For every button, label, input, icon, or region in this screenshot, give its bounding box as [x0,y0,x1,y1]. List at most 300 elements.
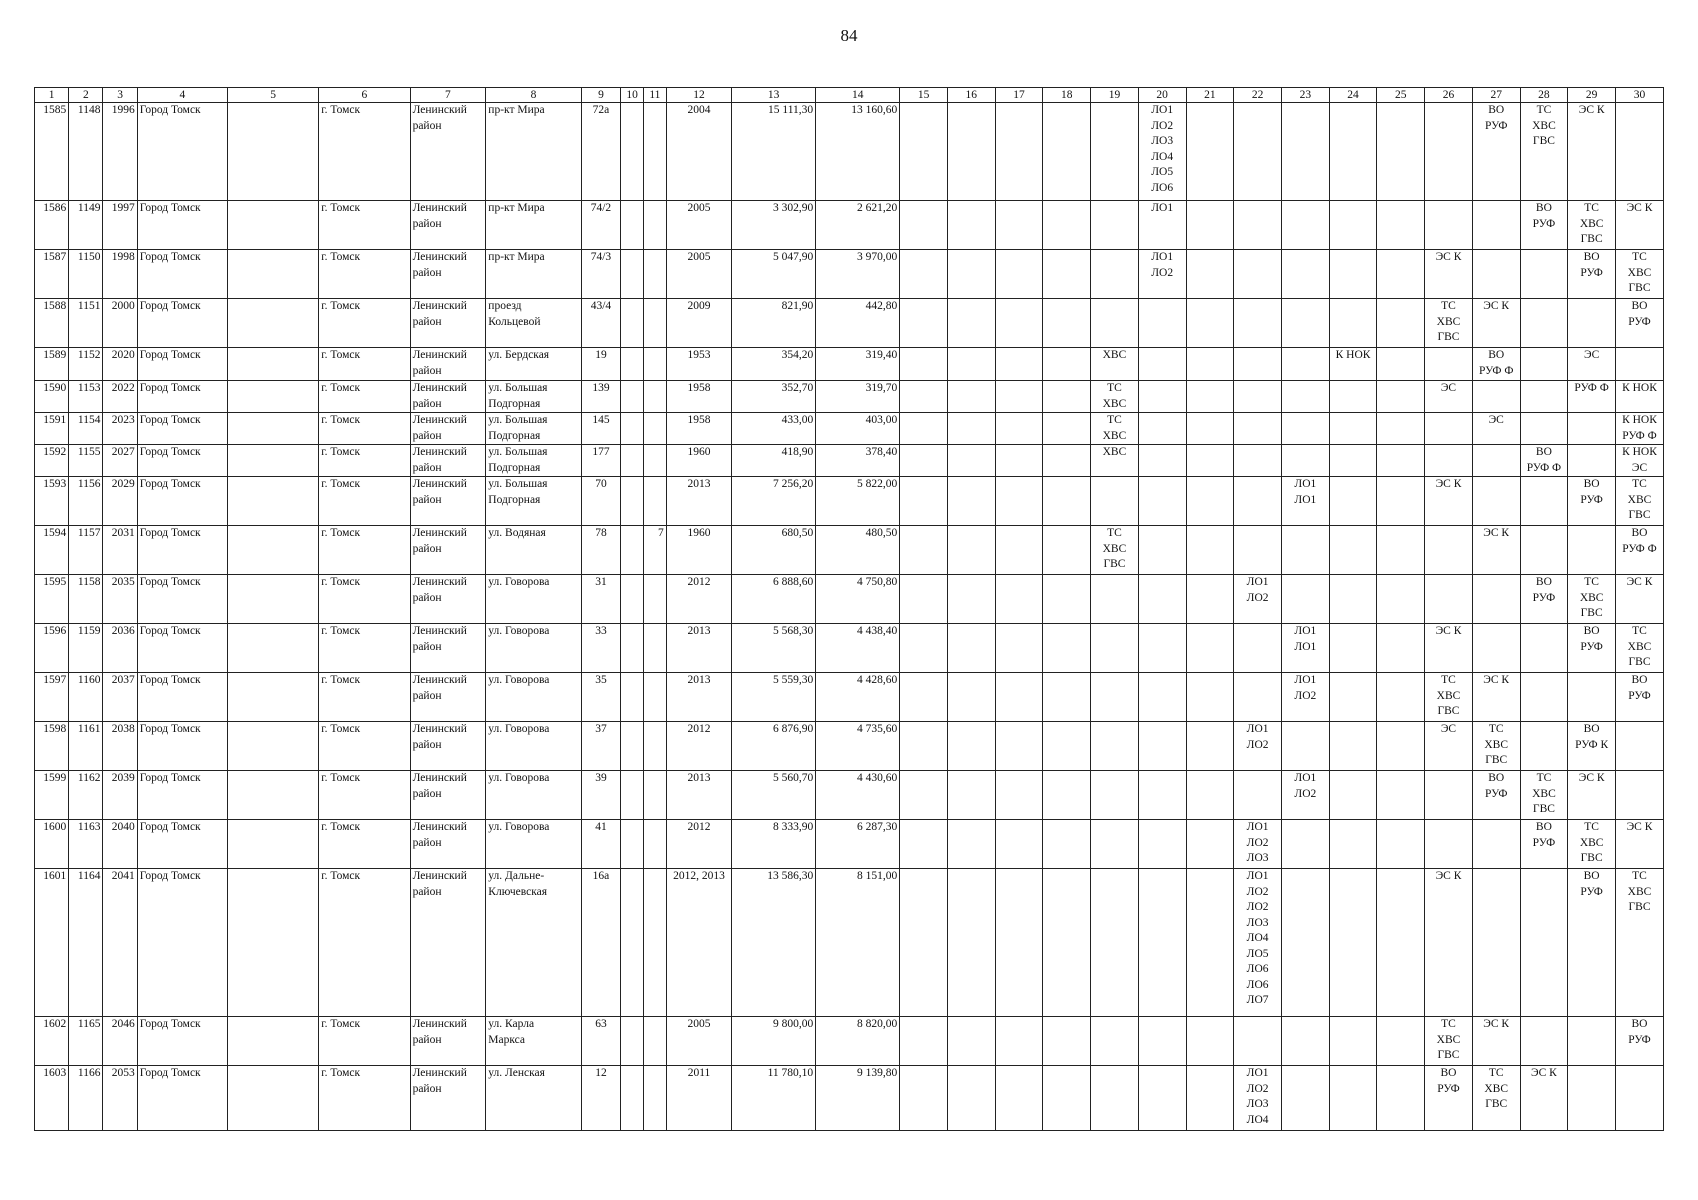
table-cell-col-11 [643,869,666,1017]
table-cell-col-9: 43/4 [581,299,620,348]
table-cell-col-22 [1234,299,1282,348]
table-cell-col-13: 433,00 [732,413,816,445]
table-cell-col-4: Город Томск [137,250,227,299]
table-cell-col-23 [1281,575,1329,624]
table-cell-col-16 [947,820,995,869]
table-cell-col-27: ЭС К [1472,673,1520,722]
table-cell-col-13: 5 047,90 [732,250,816,299]
table-cell-col-21 [1186,869,1234,1017]
table-cell-col-16 [947,103,995,201]
table-cell-col-5 [227,1017,318,1066]
table-cell-col-10 [621,1066,644,1131]
table-cell-col-20 [1138,869,1186,1017]
table-cell-col-3: 2046 [103,1017,137,1066]
table-cell-col-6: г. Томск [319,1066,410,1131]
table-cell-col-3: 2000 [103,299,137,348]
table-cell-col-8: пр-кт Мира [486,103,581,201]
table-cell-col-26: ЭС К [1425,250,1473,299]
table-cell-col-18 [1043,413,1091,445]
table-cell-col-25 [1377,722,1425,771]
table-cell-col-19 [1091,771,1139,820]
table-cell-col-11 [643,250,666,299]
table-cell-col-30 [1616,103,1664,201]
table-cell-col-26 [1425,201,1473,250]
table-cell-col-9: 39 [581,771,620,820]
table-cell-col-22 [1234,477,1282,526]
table-cell-col-10 [621,820,644,869]
table-cell-col-27 [1472,869,1520,1017]
table-cell-col-30 [1616,1066,1664,1131]
table-cell-col-9: 37 [581,722,620,771]
table-cell-col-20 [1138,820,1186,869]
table-cell-col-11 [643,673,666,722]
table-cell-col-4: Город Томск [137,445,227,477]
table-cell-col-26: ЭС К [1425,477,1473,526]
table-cell-col-6: г. Томск [319,381,410,413]
table-cell-col-2: 1164 [69,869,103,1017]
table-cell-col-27 [1472,624,1520,673]
table-cell-col-11 [643,624,666,673]
table-cell-col-8: ул. Говорова [486,673,581,722]
table-cell-col-3: 2036 [103,624,137,673]
table-cell-col-25 [1377,348,1425,381]
table-cell-col-4: Город Томск [137,381,227,413]
table-cell-col-19 [1091,624,1139,673]
table-cell-col-18 [1043,722,1091,771]
table-cell-col-29: ТС ХВС ГВС [1568,201,1616,250]
table-cell-col-12: 1960 [666,445,731,477]
table-cell-col-1: 1603 [35,1066,69,1131]
table-cell-col-21 [1186,526,1234,575]
table-cell-col-5 [227,445,318,477]
table-row [35,1066,1664,1131]
table-cell-col-24 [1329,477,1377,526]
table-cell-col-26: ЭС [1425,381,1473,413]
table-cell-col-18 [1043,445,1091,477]
table-cell-col-1: 1593 [35,477,69,526]
table-cell-col-21 [1186,722,1234,771]
table-cell-col-11 [643,413,666,445]
table-cell-col-13: 418,90 [732,445,816,477]
table-cell-col-17 [995,201,1043,250]
table-cell-col-30: К НОК РУФ Ф [1616,413,1664,445]
table-cell-col-20 [1138,381,1186,413]
table-cell-col-30: К НОК ЭС [1616,445,1664,477]
table-cell-col-11 [643,722,666,771]
table-cell-col-11 [643,477,666,526]
table-cell-col-7: Ленинский район [410,673,486,722]
table-cell-col-16 [947,381,995,413]
table-cell-col-20 [1138,299,1186,348]
table-cell-col-9: 35 [581,673,620,722]
table-cell-col-10 [621,575,644,624]
column-header-24: 24 [1329,88,1377,103]
table-cell-col-21 [1186,250,1234,299]
table-cell-col-2: 1149 [69,201,103,250]
table-cell-col-19: ХВС [1091,445,1139,477]
table-cell-col-14: 8 820,00 [816,1017,900,1066]
table-cell-col-14: 319,70 [816,381,900,413]
table-cell-col-28 [1520,722,1568,771]
table-cell-col-14: 13 160,60 [816,103,900,201]
table-cell-col-2: 1159 [69,624,103,673]
table-cell-col-28 [1520,1017,1568,1066]
table-cell-col-2: 1150 [69,250,103,299]
table-cell-col-6: г. Томск [319,624,410,673]
table-cell-col-6: г. Томск [319,1017,410,1066]
table-cell-col-3: 1998 [103,250,137,299]
table-cell-col-18 [1043,673,1091,722]
table-cell-col-25 [1377,381,1425,413]
column-header-1: 1 [35,88,69,103]
table-cell-col-10 [621,381,644,413]
column-header-29: 29 [1568,88,1616,103]
table-cell-col-13: 6 888,60 [732,575,816,624]
column-header-11: 11 [643,88,666,103]
column-header-14: 14 [816,88,900,103]
table-cell-col-5 [227,250,318,299]
table-cell-col-15 [900,477,948,526]
table-cell-col-6: г. Томск [319,820,410,869]
table-cell-col-3: 2037 [103,673,137,722]
table-cell-col-14: 9 139,80 [816,1066,900,1131]
table-cell-col-26 [1425,103,1473,201]
table-cell-col-9: 19 [581,348,620,381]
table-cell-col-10 [621,103,644,201]
column-header-8: 8 [486,88,581,103]
table-cell-col-1: 1590 [35,381,69,413]
table-cell-col-24 [1329,103,1377,201]
table-cell-col-8: пр-кт Мира [486,201,581,250]
table-cell-col-17 [995,103,1043,201]
table-cell-col-2: 1156 [69,477,103,526]
column-header-28: 28 [1520,88,1568,103]
table-cell-col-30: ЭС К [1616,575,1664,624]
table-cell-col-16 [947,348,995,381]
table-cell-col-21 [1186,624,1234,673]
table-cell-col-28 [1520,869,1568,1017]
table-cell-col-26 [1425,526,1473,575]
table-cell-col-19 [1091,575,1139,624]
table-cell-col-5 [227,103,318,201]
table-cell-col-24 [1329,869,1377,1017]
table-cell-col-17 [995,1017,1043,1066]
table-cell-col-18 [1043,820,1091,869]
table-cell-col-29 [1568,299,1616,348]
table-cell-col-3: 2022 [103,381,137,413]
column-header-19: 19 [1091,88,1139,103]
table-cell-col-16 [947,624,995,673]
table-cell-col-27 [1472,201,1520,250]
table-cell-col-15 [900,1017,948,1066]
table-cell-col-26: ВО РУФ [1425,1066,1473,1131]
table-cell-col-11 [643,299,666,348]
table-row [35,1017,1664,1066]
table-cell-col-18 [1043,1066,1091,1131]
table-cell-col-14: 442,80 [816,299,900,348]
table-cell-col-8: ул. Говорова [486,820,581,869]
table-cell-col-13: 3 302,90 [732,201,816,250]
table-cell-col-3: 1997 [103,201,137,250]
table-cell-col-13: 5 559,30 [732,673,816,722]
table-cell-col-3: 2020 [103,348,137,381]
table-cell-col-6: г. Томск [319,103,410,201]
table-cell-col-5 [227,201,318,250]
table-cell-col-12: 2009 [666,299,731,348]
table-cell-col-23 [1281,1066,1329,1131]
table-cell-col-24 [1329,624,1377,673]
table-cell-col-2: 1165 [69,1017,103,1066]
table-cell-col-22: ЛО1 ЛО2 [1234,722,1282,771]
table-cell-col-26 [1425,348,1473,381]
registry-table [34,87,1664,1131]
table-cell-col-27 [1472,250,1520,299]
table-cell-col-2: 1151 [69,299,103,348]
table-cell-col-28: ВО РУФ Ф [1520,445,1568,477]
table-cell-col-30: К НОК [1616,381,1664,413]
table-cell-col-15 [900,526,948,575]
table-cell-col-10 [621,722,644,771]
table-cell-col-2: 1162 [69,771,103,820]
table-cell-col-29: ВО РУФ [1568,624,1616,673]
table-cell-col-18 [1043,201,1091,250]
table-cell-col-25 [1377,820,1425,869]
table-row [35,413,1664,445]
table-cell-col-9: 33 [581,624,620,673]
table-cell-col-8: ул. Говорова [486,624,581,673]
table-cell-col-24 [1329,526,1377,575]
table-cell-col-16 [947,250,995,299]
table-cell-col-26 [1425,445,1473,477]
table-cell-col-6: г. Томск [319,673,410,722]
table-cell-col-8: пр-кт Мира [486,250,581,299]
table-cell-col-9: 31 [581,575,620,624]
table-cell-col-19 [1091,1066,1139,1131]
table-cell-col-7: Ленинский район [410,1066,486,1131]
page-number: 84 [840,26,858,45]
table-cell-col-14: 4 438,40 [816,624,900,673]
table-cell-col-3: 2029 [103,477,137,526]
table-cell-col-15 [900,381,948,413]
table-cell-col-22 [1234,1017,1282,1066]
table-cell-col-9: 139 [581,381,620,413]
table-cell-col-20 [1138,477,1186,526]
table-cell-col-8: ул. Ленская [486,1066,581,1131]
table-cell-col-15 [900,771,948,820]
table-cell-col-1: 1592 [35,445,69,477]
table-cell-col-26: ТС ХВС ГВС [1425,299,1473,348]
table-cell-col-6: г. Томск [319,299,410,348]
table-cell-col-28: ВО РУФ [1520,575,1568,624]
table-cell-col-13: 821,90 [732,299,816,348]
table-cell-col-9: 177 [581,445,620,477]
table-cell-col-25 [1377,201,1425,250]
table-cell-col-27: ЭС К [1472,526,1520,575]
table-cell-col-5 [227,348,318,381]
column-header-4: 4 [137,88,227,103]
table-cell-col-12: 2005 [666,1017,731,1066]
table-cell-col-2: 1157 [69,526,103,575]
table-cell-col-20 [1138,624,1186,673]
table-cell-col-21 [1186,1066,1234,1131]
table-cell-col-12: 2013 [666,771,731,820]
table-cell-col-2: 1148 [69,103,103,201]
column-header-3: 3 [103,88,137,103]
column-header-27: 27 [1472,88,1520,103]
table-cell-col-30: ТС ХВС ГВС [1616,869,1664,1017]
table-cell-col-25 [1377,477,1425,526]
table-cell-col-23: ЛО1 ЛО2 [1281,771,1329,820]
table-cell-col-20 [1138,722,1186,771]
table-cell-col-24 [1329,1066,1377,1131]
table-cell-col-17 [995,820,1043,869]
table-cell-col-17 [995,477,1043,526]
table-cell-col-21 [1186,201,1234,250]
table-cell-col-29 [1568,445,1616,477]
table-cell-col-12: 2013 [666,673,731,722]
table-cell-col-16 [947,1017,995,1066]
table-cell-col-7: Ленинский район [410,1017,486,1066]
table-cell-col-25 [1377,1066,1425,1131]
table-cell-col-14: 4 735,60 [816,722,900,771]
table-cell-col-4: Город Томск [137,348,227,381]
table-cell-col-15 [900,445,948,477]
table-cell-col-27 [1472,477,1520,526]
table-cell-col-20 [1138,445,1186,477]
table-cell-col-24 [1329,413,1377,445]
table-cell-col-20 [1138,348,1186,381]
table-cell-col-23: ЛО1 ЛО1 [1281,624,1329,673]
table-cell-col-27 [1472,575,1520,624]
table-row [35,299,1664,348]
table-cell-col-9: 74/3 [581,250,620,299]
table-cell-col-9: 70 [581,477,620,526]
table-cell-col-18 [1043,869,1091,1017]
table-cell-col-13: 7 256,20 [732,477,816,526]
table-cell-col-20 [1138,771,1186,820]
table-cell-col-26: ЭС К [1425,624,1473,673]
table-cell-col-21 [1186,673,1234,722]
table-cell-col-24 [1329,575,1377,624]
table-cell-col-17 [995,299,1043,348]
table-cell-col-21 [1186,103,1234,201]
table-cell-col-7: Ленинский район [410,103,486,201]
table-cell-col-9: 41 [581,820,620,869]
table-cell-col-18 [1043,103,1091,201]
table-cell-col-30: ТС ХВС ГВС [1616,250,1664,299]
table-cell-col-11: 7 [643,526,666,575]
table-cell-col-15 [900,1066,948,1131]
table-cell-col-18 [1043,250,1091,299]
column-header-22: 22 [1234,88,1282,103]
table-cell-col-13: 354,20 [732,348,816,381]
table-cell-col-29: ВО РУФ К [1568,722,1616,771]
table-cell-col-14: 8 151,00 [816,869,900,1017]
table-cell-col-7: Ленинский район [410,624,486,673]
table-cell-col-14: 480,50 [816,526,900,575]
table-cell-col-17 [995,771,1043,820]
table-cell-col-15 [900,413,948,445]
table-cell-col-13: 352,70 [732,381,816,413]
table-cell-col-27: ЭС [1472,413,1520,445]
table-cell-col-15 [900,201,948,250]
table-cell-col-3: 2027 [103,445,137,477]
table-cell-col-7: Ленинский район [410,201,486,250]
table-cell-col-28 [1520,526,1568,575]
table-cell-col-15 [900,348,948,381]
table-cell-col-17 [995,526,1043,575]
table-cell-col-30: ВО РУФ [1616,1017,1664,1066]
table-cell-col-10 [621,445,644,477]
table-cell-col-18 [1043,526,1091,575]
table-cell-col-9: 72а [581,103,620,201]
column-header-9: 9 [581,88,620,103]
table-cell-col-23 [1281,526,1329,575]
table-cell-col-19 [1091,1017,1139,1066]
table-cell-col-11 [643,820,666,869]
table-row [35,820,1664,869]
table-cell-col-3: 2039 [103,771,137,820]
table-cell-col-4: Город Томск [137,771,227,820]
table-row [35,445,1664,477]
table-cell-col-29 [1568,1017,1616,1066]
table-cell-col-7: Ленинский район [410,381,486,413]
table-cell-col-1: 1597 [35,673,69,722]
table-cell-col-24 [1329,201,1377,250]
table-cell-col-24 [1329,820,1377,869]
table-cell-col-23 [1281,381,1329,413]
table-cell-col-7: Ленинский район [410,820,486,869]
table-cell-col-13: 11 780,10 [732,1066,816,1131]
table-cell-col-27 [1472,381,1520,413]
table-cell-col-11 [643,201,666,250]
column-header-23: 23 [1281,88,1329,103]
table-cell-col-16 [947,575,995,624]
table-cell-col-21 [1186,771,1234,820]
table-cell-col-27: ЭС К [1472,299,1520,348]
table-cell-col-19: ТС ХВС [1091,413,1139,445]
table-cell-col-19: ТС ХВС ГВС [1091,526,1139,575]
table-cell-col-4: Город Томск [137,624,227,673]
table-cell-col-25 [1377,299,1425,348]
table-cell-col-24 [1329,1017,1377,1066]
table-cell-col-4: Город Томск [137,103,227,201]
table-cell-col-19: ХВС [1091,348,1139,381]
table-cell-col-26: ЭС [1425,722,1473,771]
table-cell-col-12: 2012 [666,575,731,624]
table-cell-col-22 [1234,624,1282,673]
table-cell-col-25 [1377,250,1425,299]
table-cell-col-30 [1616,722,1664,771]
table-cell-col-26 [1425,771,1473,820]
column-header-12: 12 [666,88,731,103]
table-cell-col-8: ул. Дальне- Ключевская [486,869,581,1017]
table-cell-col-24 [1329,771,1377,820]
table-cell-col-20 [1138,1017,1186,1066]
table-cell-col-4: Город Томск [137,722,227,771]
table-cell-col-12: 2005 [666,250,731,299]
table-cell-col-2: 1158 [69,575,103,624]
table-cell-col-10 [621,673,644,722]
table-cell-col-22 [1234,250,1282,299]
table-cell-col-20 [1138,673,1186,722]
table-cell-col-10 [621,1017,644,1066]
table-cell-col-5 [227,673,318,722]
table-cell-col-10 [621,413,644,445]
table-cell-col-29: ВО РУФ [1568,250,1616,299]
table-cell-col-5 [227,820,318,869]
table-cell-col-25 [1377,445,1425,477]
